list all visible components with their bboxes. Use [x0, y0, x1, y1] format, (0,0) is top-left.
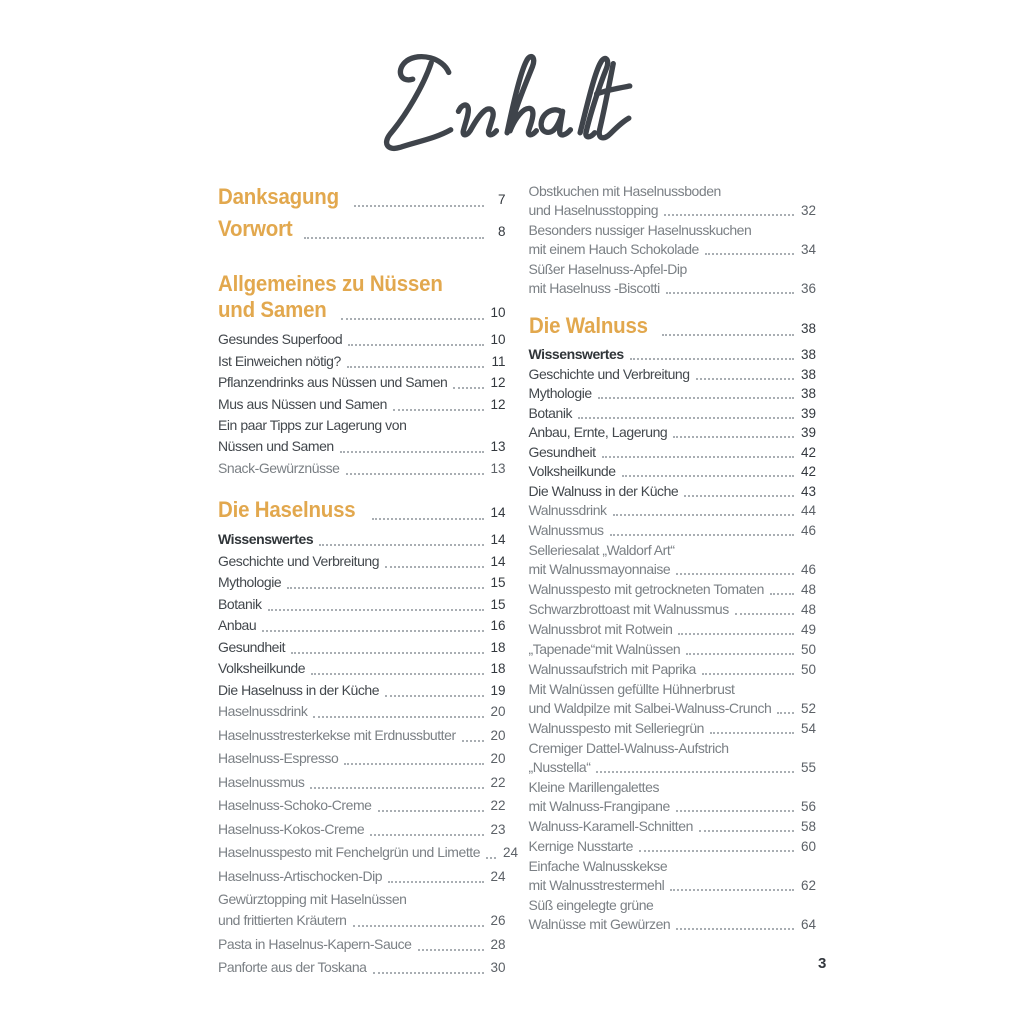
leader-dots: [372, 518, 484, 520]
toc-entry-label: Haselnussdrink: [218, 703, 308, 719]
toc-entry-label: Haselnussmus: [218, 773, 305, 790]
toc-entry-label: Haselnuss-Kokos-Creme: [218, 820, 365, 837]
toc-entry: [529, 313, 817, 342]
toc-entry-label: mit Haselnuss -Biscotti: [528, 280, 660, 296]
leader-dots: [630, 358, 794, 360]
toc-entry-page: 54: [800, 721, 816, 736]
toc-entry-label: Schwarzbrottoast mit Walnussmus: [528, 601, 729, 617]
inhalt-script-title: [366, 50, 658, 162]
toc-entry-page: 30: [490, 960, 506, 975]
toc-entry-label: Nüssen und Samen: [218, 438, 334, 454]
toc-entry-label: Walnuss-Karamell-Schnitten: [528, 818, 693, 834]
toc-entry-label: „Nusstella“: [528, 759, 591, 775]
toc-entry-label: Danksagung: [218, 184, 339, 209]
leader-dots: [639, 850, 794, 852]
toc-entry: [218, 842, 519, 863]
toc-entry-page: 39: [800, 405, 816, 421]
toc-entry-page: 48: [800, 582, 816, 597]
script-letter-a: [541, 110, 570, 135]
toc-entry-label: Haselnuss-Artischocken-Dip: [218, 867, 383, 884]
toc-entry: [529, 260, 817, 298]
leader-dots: [486, 857, 496, 859]
toc-entry: [529, 719, 817, 738]
page-title: [0, 50, 1024, 162]
leader-dots: [311, 673, 483, 675]
leader-dots: [340, 451, 484, 453]
toc-entry-page: 42: [800, 464, 816, 479]
toc-entry-label: Kleine Marillengalettes: [528, 779, 660, 795]
toc-entry-page: 20: [490, 727, 506, 743]
script-letter-h: [507, 57, 536, 135]
section-gap: [529, 299, 817, 311]
toc-entry-label: Snack-Gewürznüsse: [218, 459, 340, 476]
toc-entry-label: Botanik: [218, 595, 262, 612]
toc-entry-label: Gesundes Superfood: [218, 331, 343, 347]
leader-dots: [373, 972, 484, 974]
toc-entry-page: 22: [490, 798, 506, 813]
toc-entry: [218, 748, 506, 769]
toc-entry-page: 42: [800, 444, 816, 460]
toc-entry-label: Cremiger Dattel-Walnuss-Aufstrich: [528, 740, 729, 756]
toc-entry-label: Die Walnuss: [528, 313, 648, 338]
script-letter-I-stem: [387, 63, 451, 149]
toc-entry-label: Geschichte und Verbreitung: [218, 552, 380, 569]
toc-entry: [529, 345, 817, 364]
leader-dots: [385, 566, 483, 568]
toc-entry: [529, 501, 817, 520]
toc-entry-label: Pasta in Haselnus-Kapern-Sauce: [218, 935, 412, 952]
toc-entry: [529, 857, 817, 895]
toc-entry-page: 14: [490, 505, 506, 520]
toc-entry: [529, 462, 817, 481]
toc-entry-label: und Waldpilze mit Salbei-Walnuss-Crunch: [528, 700, 772, 716]
toc-entry-label: und frittierten Kräutern: [218, 912, 347, 928]
toc-entry-page: 46: [800, 523, 816, 538]
toc-entry-page: 13: [490, 460, 506, 476]
leader-dots: [684, 495, 794, 497]
leader-dots: [622, 475, 794, 477]
toc-entry: [218, 329, 506, 350]
leader-dots: [310, 787, 483, 789]
toc-entry-label: Gesundheit: [218, 638, 286, 655]
toc-columns: [218, 182, 816, 981]
leader-dots: [676, 928, 794, 930]
toc-entry-label: Ist Einweichen nötig?: [218, 352, 341, 369]
leader-dots: [353, 925, 484, 927]
toc-entry: [529, 404, 817, 423]
leader-dots: [347, 366, 484, 368]
toc-entry: [218, 701, 506, 722]
toc-entry-label: Haselnuss-Espresso: [218, 750, 339, 766]
toc-entry-page: 18: [490, 661, 506, 676]
toc-entry: [529, 837, 817, 856]
leader-dots: [418, 949, 484, 951]
toc-entry-page: 24: [503, 845, 519, 860]
leader-dots: [710, 732, 794, 734]
toc-entry-page: 38: [800, 366, 816, 382]
toc-entry-page: 10: [490, 305, 506, 320]
toc-entry-label: Ein paar Tipps zur Lagerung von: [218, 417, 407, 433]
leader-dots: [344, 763, 483, 765]
leader-dots: [578, 417, 794, 419]
toc-entry-label: Gesundheit: [528, 443, 596, 460]
toc-entry-label: Mit Walnüssen gefüllte Hühnerbrust: [528, 681, 735, 697]
leader-dots: [346, 473, 484, 475]
toc-entry: [218, 637, 506, 658]
toc-entry-page: 15: [490, 596, 506, 612]
toc-entry-label: Wissenswertes: [218, 531, 314, 547]
toc-entry-label: „Tapenade“mit Walnüssen: [528, 641, 681, 657]
toc-entry-page: 22: [490, 774, 506, 790]
toc-entry-label: Vorwort: [218, 216, 293, 241]
toc-entry: [529, 423, 817, 442]
toc-entry-label: Gewürztopping mit Haselnüssen: [218, 891, 407, 907]
toc-entry-label: Botanik: [528, 404, 573, 421]
toc-entry-page: 14: [490, 532, 506, 547]
toc-entry: [218, 372, 506, 393]
script-letter-l: [580, 59, 608, 137]
toc-entry-page: 7: [497, 192, 506, 207]
toc-entry-label: Haselnusspesto mit Fenchelgrün und Limette: [218, 844, 481, 860]
toc-entry-page: 32: [800, 203, 816, 218]
toc-entry: [218, 889, 506, 931]
leader-dots: [610, 534, 794, 536]
toc-entry-label: Selleriesalat „Waldorf Art“: [528, 542, 675, 558]
leader-dots: [598, 397, 794, 399]
leader-dots: [678, 633, 794, 635]
leader-dots: [341, 318, 484, 320]
toc-entry-page: 16: [490, 618, 506, 633]
toc-entry-label: Die Haselnuss: [218, 497, 356, 522]
leader-dots: [385, 695, 483, 697]
leader-dots: [777, 712, 794, 714]
toc-entry: [529, 482, 817, 501]
toc-entry-page: 10: [490, 332, 506, 347]
toc-entry-page: 23: [490, 821, 506, 837]
toc-entry: [529, 221, 817, 259]
toc-entry-label: Einfache Walnusskekse: [528, 858, 668, 874]
toc-entry-page: 19: [490, 682, 506, 698]
toc-entry-page: 8: [497, 224, 506, 239]
toc-entry-label: Die Haselnuss in der Küche: [218, 681, 380, 698]
leader-dots: [268, 609, 484, 611]
toc-entry-label: Anbau: [218, 617, 257, 633]
toc-entry-label: Volksheilkunde: [528, 463, 616, 479]
toc-entry: [218, 184, 506, 213]
toc-entry-label: Walnussmus: [528, 522, 604, 538]
leader-dots: [378, 810, 484, 812]
leader-dots: [462, 740, 484, 742]
toc-entry: [218, 394, 506, 415]
toc-entry: [218, 551, 506, 572]
toc-entry: [529, 541, 817, 579]
toc-entry-label: Mythologie: [218, 574, 282, 590]
toc-entry: [529, 896, 817, 934]
toc-entry: [529, 739, 817, 777]
toc-entry-page: 38: [800, 347, 816, 362]
toc-entry: [218, 658, 506, 679]
section-gap: [218, 481, 506, 495]
toc-entry-label: Süßer Haselnuss-Apfel-Dip: [528, 261, 687, 277]
toc-column-left: [218, 182, 519, 981]
toc-column-right: [529, 182, 817, 981]
toc-entry: [529, 182, 817, 220]
toc-entry: [529, 640, 817, 659]
leader-dots: [596, 771, 794, 773]
leader-dots: [702, 673, 794, 675]
toc-entry: [529, 817, 817, 836]
toc-entry: [218, 572, 506, 593]
toc-entry: [218, 772, 506, 793]
toc-entry: [529, 620, 817, 639]
toc-entry-label: Obstkuchen mit Haselnussboden: [528, 183, 721, 199]
toc-entry-page: 39: [800, 425, 816, 440]
toc-entry-label: und Samen: [218, 297, 327, 322]
toc-entry-label: Mythologie: [528, 385, 592, 401]
toc-entry: [529, 680, 817, 718]
toc-entry-label: Besonders nussiger Haselnusskuchen: [528, 222, 752, 238]
leader-dots: [393, 409, 484, 411]
toc-entry-page: 46: [800, 562, 816, 577]
toc-entry: [529, 365, 817, 384]
toc-entry-page: 36: [800, 281, 816, 296]
toc-entry: [529, 384, 817, 403]
leader-dots: [319, 544, 483, 546]
toc-entry-label: mit einem Hauch Schokolade: [528, 241, 699, 257]
toc-entry-label: Pflanzendrinks aus Nüssen und Samen: [218, 374, 448, 390]
toc-entry-label: Süß eingelegte grüne: [528, 897, 654, 913]
toc-entry: [218, 819, 506, 840]
toc-entry-page: 52: [800, 701, 816, 716]
toc-entry-page: 12: [490, 396, 506, 412]
toc-entry-label: und Haselnusstopping: [528, 202, 659, 218]
leader-dots: [291, 652, 483, 654]
toc-entry: [218, 866, 506, 887]
toc-entry-label: mit Walnussmayonnaise: [528, 561, 671, 577]
toc-entry: [218, 497, 506, 526]
toc-entry-page: 60: [800, 839, 816, 854]
leader-dots: [388, 881, 483, 883]
page-number: 3: [818, 955, 827, 972]
toc-entry-page: 43: [800, 483, 816, 499]
toc-entry-label: Mus aus Nüssen und Samen: [218, 395, 387, 412]
toc-entry-page: 11: [491, 353, 506, 369]
toc-entry-label: Volksheilkunde: [218, 660, 306, 676]
leader-dots: [453, 387, 483, 389]
toc-entry: [529, 778, 817, 816]
toc-entry-label: Walnusspesto mit Selleriegrün: [528, 720, 705, 736]
leader-dots: [699, 830, 794, 832]
toc-entry-label: Die Walnuss in der Küche: [528, 482, 679, 499]
leader-dots: [666, 292, 794, 294]
leader-dots: [664, 214, 794, 216]
toc-entry: [218, 415, 506, 457]
toc-entry-page: 62: [800, 878, 816, 893]
toc-entry-label: mit Walnuss-Frangipane: [528, 798, 670, 814]
toc-entry-page: 58: [800, 819, 816, 834]
leader-dots: [287, 587, 483, 589]
toc-entry-label: Wissenswertes: [528, 346, 624, 362]
leader-dots: [313, 716, 483, 718]
toc-entry: [218, 271, 506, 326]
toc-entry-page: 55: [800, 760, 816, 775]
toc-entry-page: 26: [490, 913, 506, 928]
toc-entry-page: 14: [490, 553, 506, 569]
leader-dots: [673, 436, 794, 438]
leader-dots: [670, 889, 794, 891]
toc-entry: [529, 443, 817, 462]
leader-dots: [304, 237, 483, 239]
toc-entry: [218, 458, 506, 479]
leader-dots: [662, 334, 794, 336]
toc-entry-page: 24: [490, 868, 506, 884]
toc-entry: [218, 216, 506, 245]
toc-entry-label: Walnussbrot mit Rotwein: [528, 621, 673, 637]
toc-entry-page: 50: [800, 662, 816, 677]
toc-entry-page: 18: [490, 639, 506, 655]
toc-entry-label: Haselnuss-Schoko-Creme: [218, 797, 372, 813]
leader-dots: [348, 344, 483, 346]
leader-dots: [354, 205, 483, 207]
toc-entry-label: Allgemeines zu Nüssen: [218, 271, 443, 296]
leader-dots: [370, 834, 483, 836]
toc-entry: [218, 957, 506, 978]
toc-entry-label: Geschichte und Verbreitung: [528, 365, 690, 382]
leader-dots: [686, 653, 794, 655]
script-letter-n: [458, 105, 496, 135]
leader-dots: [262, 630, 483, 632]
toc-entry: [529, 600, 817, 619]
toc-entry-label: Panforte aus der Toskana: [218, 959, 367, 975]
leader-dots: [696, 378, 794, 380]
toc-entry: [218, 529, 506, 550]
toc-entry: [218, 594, 506, 615]
toc-entry-page: 44: [800, 503, 816, 518]
leader-dots: [735, 613, 794, 615]
leader-dots: [602, 456, 794, 458]
toc-entry: [218, 351, 506, 372]
toc-entry: [529, 580, 817, 599]
toc-entry-page: 38: [800, 386, 816, 401]
toc-entry-page: 20: [490, 704, 506, 719]
toc-entry: [529, 521, 817, 540]
toc-entry-page: 38: [800, 321, 816, 336]
leader-dots: [676, 810, 794, 812]
toc-entry-label: Anbau, Ernte, Lagerung: [528, 424, 668, 440]
toc-entry-page: 48: [800, 602, 816, 617]
toc-entry: [218, 725, 506, 746]
toc-entry-page: 56: [800, 799, 816, 814]
toc-entry-label: Walnussdrink: [528, 502, 607, 518]
toc-entry-page: 13: [490, 439, 506, 454]
toc-entry-page: 12: [490, 375, 506, 390]
toc-entry-label: Walnüsse mit Gewürzen: [528, 916, 671, 932]
toc-entry: [218, 680, 506, 701]
leader-dots: [705, 253, 794, 255]
toc-entry-label: Walnusspesto mit getrockneten Tomaten: [528, 581, 764, 597]
leader-dots: [770, 593, 794, 595]
toc-entry: [218, 795, 506, 816]
toc-entry-page: 49: [800, 622, 816, 637]
section-gap: [218, 248, 506, 269]
toc-entry-page: 28: [490, 936, 506, 952]
toc-entry-label: Haselnusstresterkekse mit Erdnussbutter: [218, 726, 456, 743]
toc-entry: [529, 660, 817, 679]
toc-entry-page: 15: [490, 575, 506, 590]
toc-entry-label: mit Walnusstrestermehl: [528, 877, 665, 893]
leader-dots: [613, 514, 794, 516]
toc-entry-page: 50: [800, 642, 816, 657]
toc-entry: [218, 934, 506, 955]
toc-entry: [218, 615, 506, 636]
toc-entry-page: 20: [490, 751, 506, 766]
leader-dots: [676, 573, 794, 575]
toc-entry-page: 34: [800, 242, 816, 257]
toc-entry-label: Kernige Nusstarte: [528, 838, 633, 854]
toc-entry-label: Walnussaufstrich mit Paprika: [528, 661, 696, 677]
toc-entry-page: 64: [800, 917, 816, 932]
